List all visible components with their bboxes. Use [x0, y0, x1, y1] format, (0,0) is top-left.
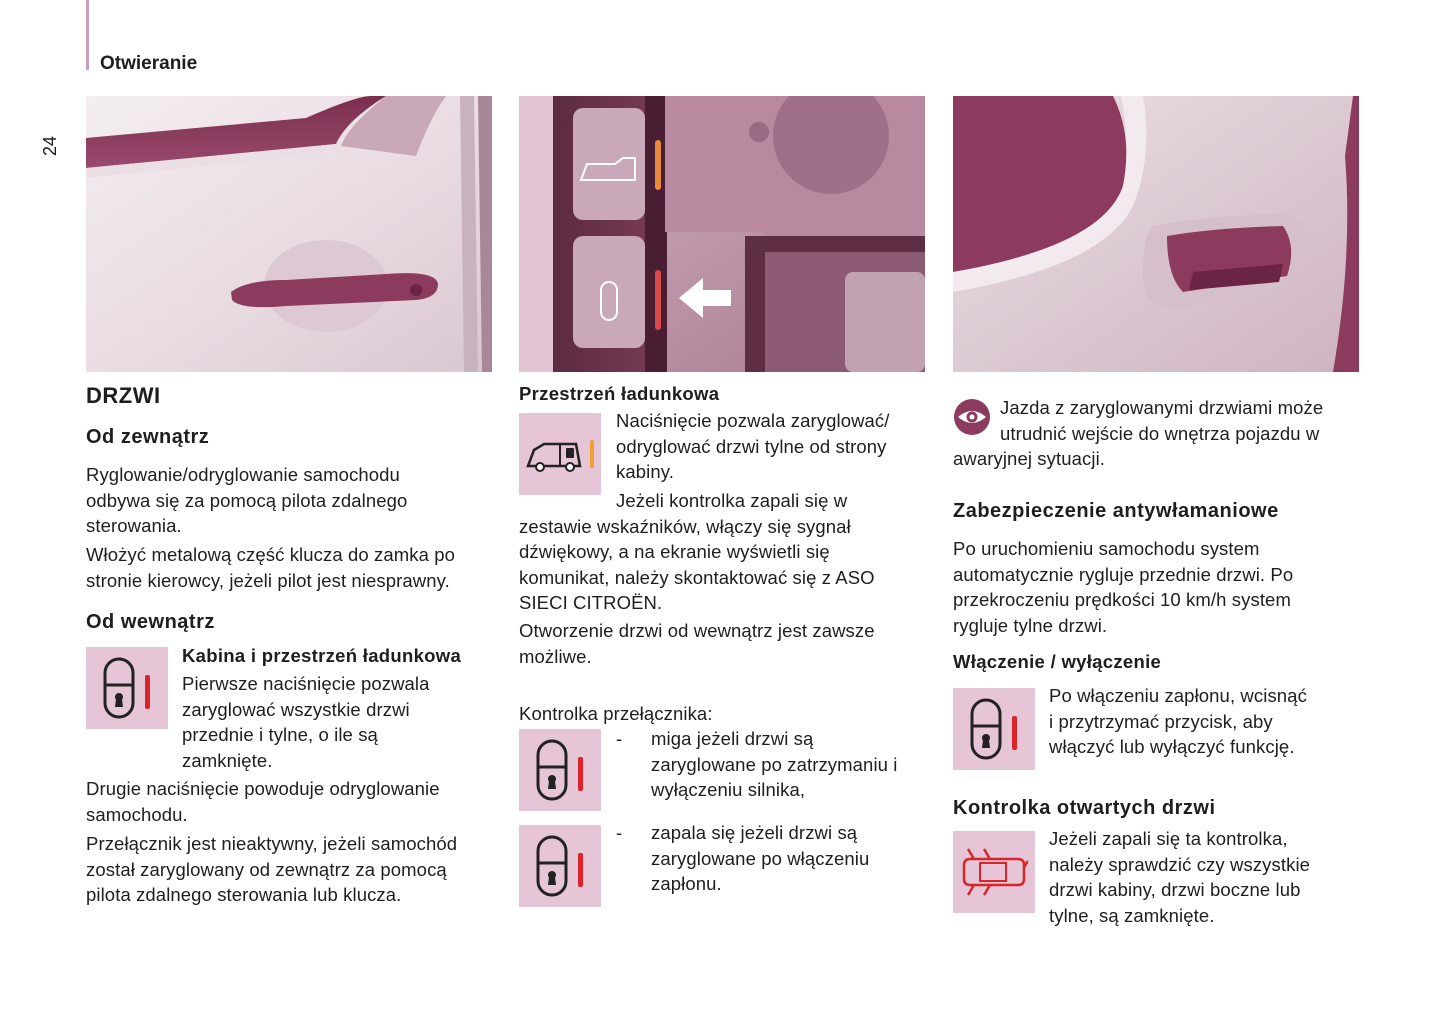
text-line: Drugie naciśnięcie powoduje odryglowanie — [86, 778, 440, 799]
text-line: dźwiękowy, a na ekranie wyświetli się — [519, 541, 830, 562]
text-line: Po włączeniu zapłonu, wcisnąć — [1049, 685, 1307, 706]
text-line: SIECI CITROËN. — [519, 592, 663, 613]
section-title: Otwieranie — [100, 53, 198, 74]
text-line: zaryglowane po włączeniu — [651, 847, 870, 869]
lock-indicator-lit-icon — [519, 825, 601, 907]
text-line: zestawie wskaźników, włączy się sygnał — [519, 515, 851, 537]
paragraph-on-off — [1049, 683, 1354, 760]
door-open-warning-icon — [953, 831, 1035, 913]
text-line: odbywa się za pomocą pilota zdalnego — [86, 489, 408, 511]
paragraph-door-open-light — [1049, 826, 1354, 928]
text-line: tylne, są zamknięte. — [1049, 904, 1215, 926]
text-line: stronie kierowcy, jeżeli pilot jest niesprawny. — [86, 569, 450, 591]
text-line: Pierwsze naciśnięcie pozwala — [182, 673, 430, 694]
text-line: Ryglowanie/odryglowanie samochodu — [86, 464, 400, 485]
text-line: zapala się jeżeli drzwi są — [651, 822, 858, 843]
text-line: kabiny. — [616, 461, 674, 482]
text-line: Jazda z zaryglowanymi drzwiami może — [1000, 397, 1324, 418]
paragraph-cabin — [182, 671, 482, 773]
text-line: wyłączeniu silnika, — [651, 779, 806, 800]
central-lock-icon — [86, 647, 168, 729]
text-line: samochodu. — [86, 803, 188, 825]
cargo-lock-icon — [519, 413, 601, 495]
text-line: Jeżeli kontrolka zapali się w — [616, 490, 848, 511]
paragraph-caution — [953, 395, 1358, 472]
text-line: Po uruchomieniu samochodu system — [953, 538, 1260, 559]
text-line: Otworzenie drzwi od wewnątrz jest zawsze — [519, 620, 875, 641]
text-line: włączyć lub wyłączyć funkcję. — [1049, 736, 1295, 757]
paragraph-open-inside — [519, 618, 924, 669]
heading-on-off: Włączenie / wyłączenie — [953, 651, 1162, 672]
photo-exterior-door-handle — [86, 96, 492, 372]
heading-inside: Od wewnątrz — [86, 611, 215, 633]
heading-drzwi: DRZWI — [86, 383, 161, 408]
text-line: komunikat, należy skontaktować się z ASO — [519, 566, 875, 588]
text-line: drzwi kabiny, drzwi boczne lub — [1049, 879, 1301, 900]
heading-cabin-cargo: Kabina i przestrzeń ładunkowa — [182, 645, 462, 666]
text-line: Naciśnięcie pozwala zaryglować/ — [616, 410, 890, 431]
text-line: przednie i tylne, o ile są — [182, 724, 378, 745]
heading-cargo: Przestrzeń ładunkowa — [519, 383, 720, 404]
text-line: i przytrzymać przycisk, aby — [1049, 710, 1273, 732]
photo-lock-buttons — [519, 96, 925, 372]
heading-anti-theft: Zabezpieczenie antywłamaniowe — [953, 500, 1279, 522]
bullet-dash: - — [616, 728, 623, 749]
text-line: rygluje tylne drzwi. — [953, 614, 1108, 636]
text-line: sterowania. — [86, 515, 182, 536]
paragraph-outside-key — [86, 542, 491, 593]
text-line: Przełącznik jest nieaktywny, jeżeli samochód — [86, 833, 458, 854]
photo-interior-door-handle — [953, 96, 1359, 372]
paragraph-indicator-flashing — [651, 726, 931, 803]
text-line: odryglować drzwi tylne od strony — [616, 435, 887, 457]
text-line: automatycznie rygluje przednie drzwi. Po — [953, 563, 1294, 585]
text-line: należy sprawdzić czy wszystkie — [1049, 853, 1311, 875]
paragraph-second-press — [86, 776, 491, 827]
paragraph-anti-theft — [953, 536, 1358, 638]
label-switch-indicator — [519, 701, 924, 727]
text-line: pilota zdalnego sterowania lub klucza. — [86, 884, 402, 905]
text-line: awaryjnej sytuacji. — [953, 448, 1106, 469]
text-line: zaryglować wszystkie drzwi — [182, 698, 410, 720]
text-line: Jeżeli zapali się ta kontrolka, — [1049, 828, 1288, 849]
paragraph-indicator-lit — [651, 820, 931, 897]
paragraph-switch-inactive — [86, 831, 491, 908]
text-line: utrudnić wejście do wnętrza pojazdu w — [1000, 422, 1320, 444]
text-line: zamknięte. — [182, 749, 273, 771]
paragraph-warning-light — [519, 488, 924, 616]
paragraph-outside-remote — [86, 462, 491, 539]
text-line: Kontrolka przełącznika: — [519, 703, 713, 724]
lock-indicator-flashing-icon — [519, 729, 601, 811]
text-line: został zaryglowany od zewnątrz za pomocą — [86, 858, 447, 880]
paragraph-cargo — [616, 408, 921, 485]
text-line: miga jeżeli drzwi są — [651, 728, 814, 749]
auto-lock-icon — [953, 688, 1035, 770]
header-accent-bar — [86, 0, 89, 70]
text-line: Włożyć metalową część klucza do zamka po — [86, 544, 455, 565]
text-line: zaryglowane po zatrzymaniu i — [651, 753, 898, 775]
page-number: 24 — [40, 135, 60, 156]
heading-outside: Od zewnątrz — [86, 426, 210, 448]
text-line: przekroczeniu prędkości 10 km/h system — [953, 589, 1291, 610]
text-line: możliwe. — [519, 645, 592, 667]
bullet-dash: - — [616, 822, 623, 843]
text-line: zapłonu. — [651, 873, 722, 894]
heading-door-open-light: Kontrolka otwartych drzwi — [953, 797, 1216, 819]
